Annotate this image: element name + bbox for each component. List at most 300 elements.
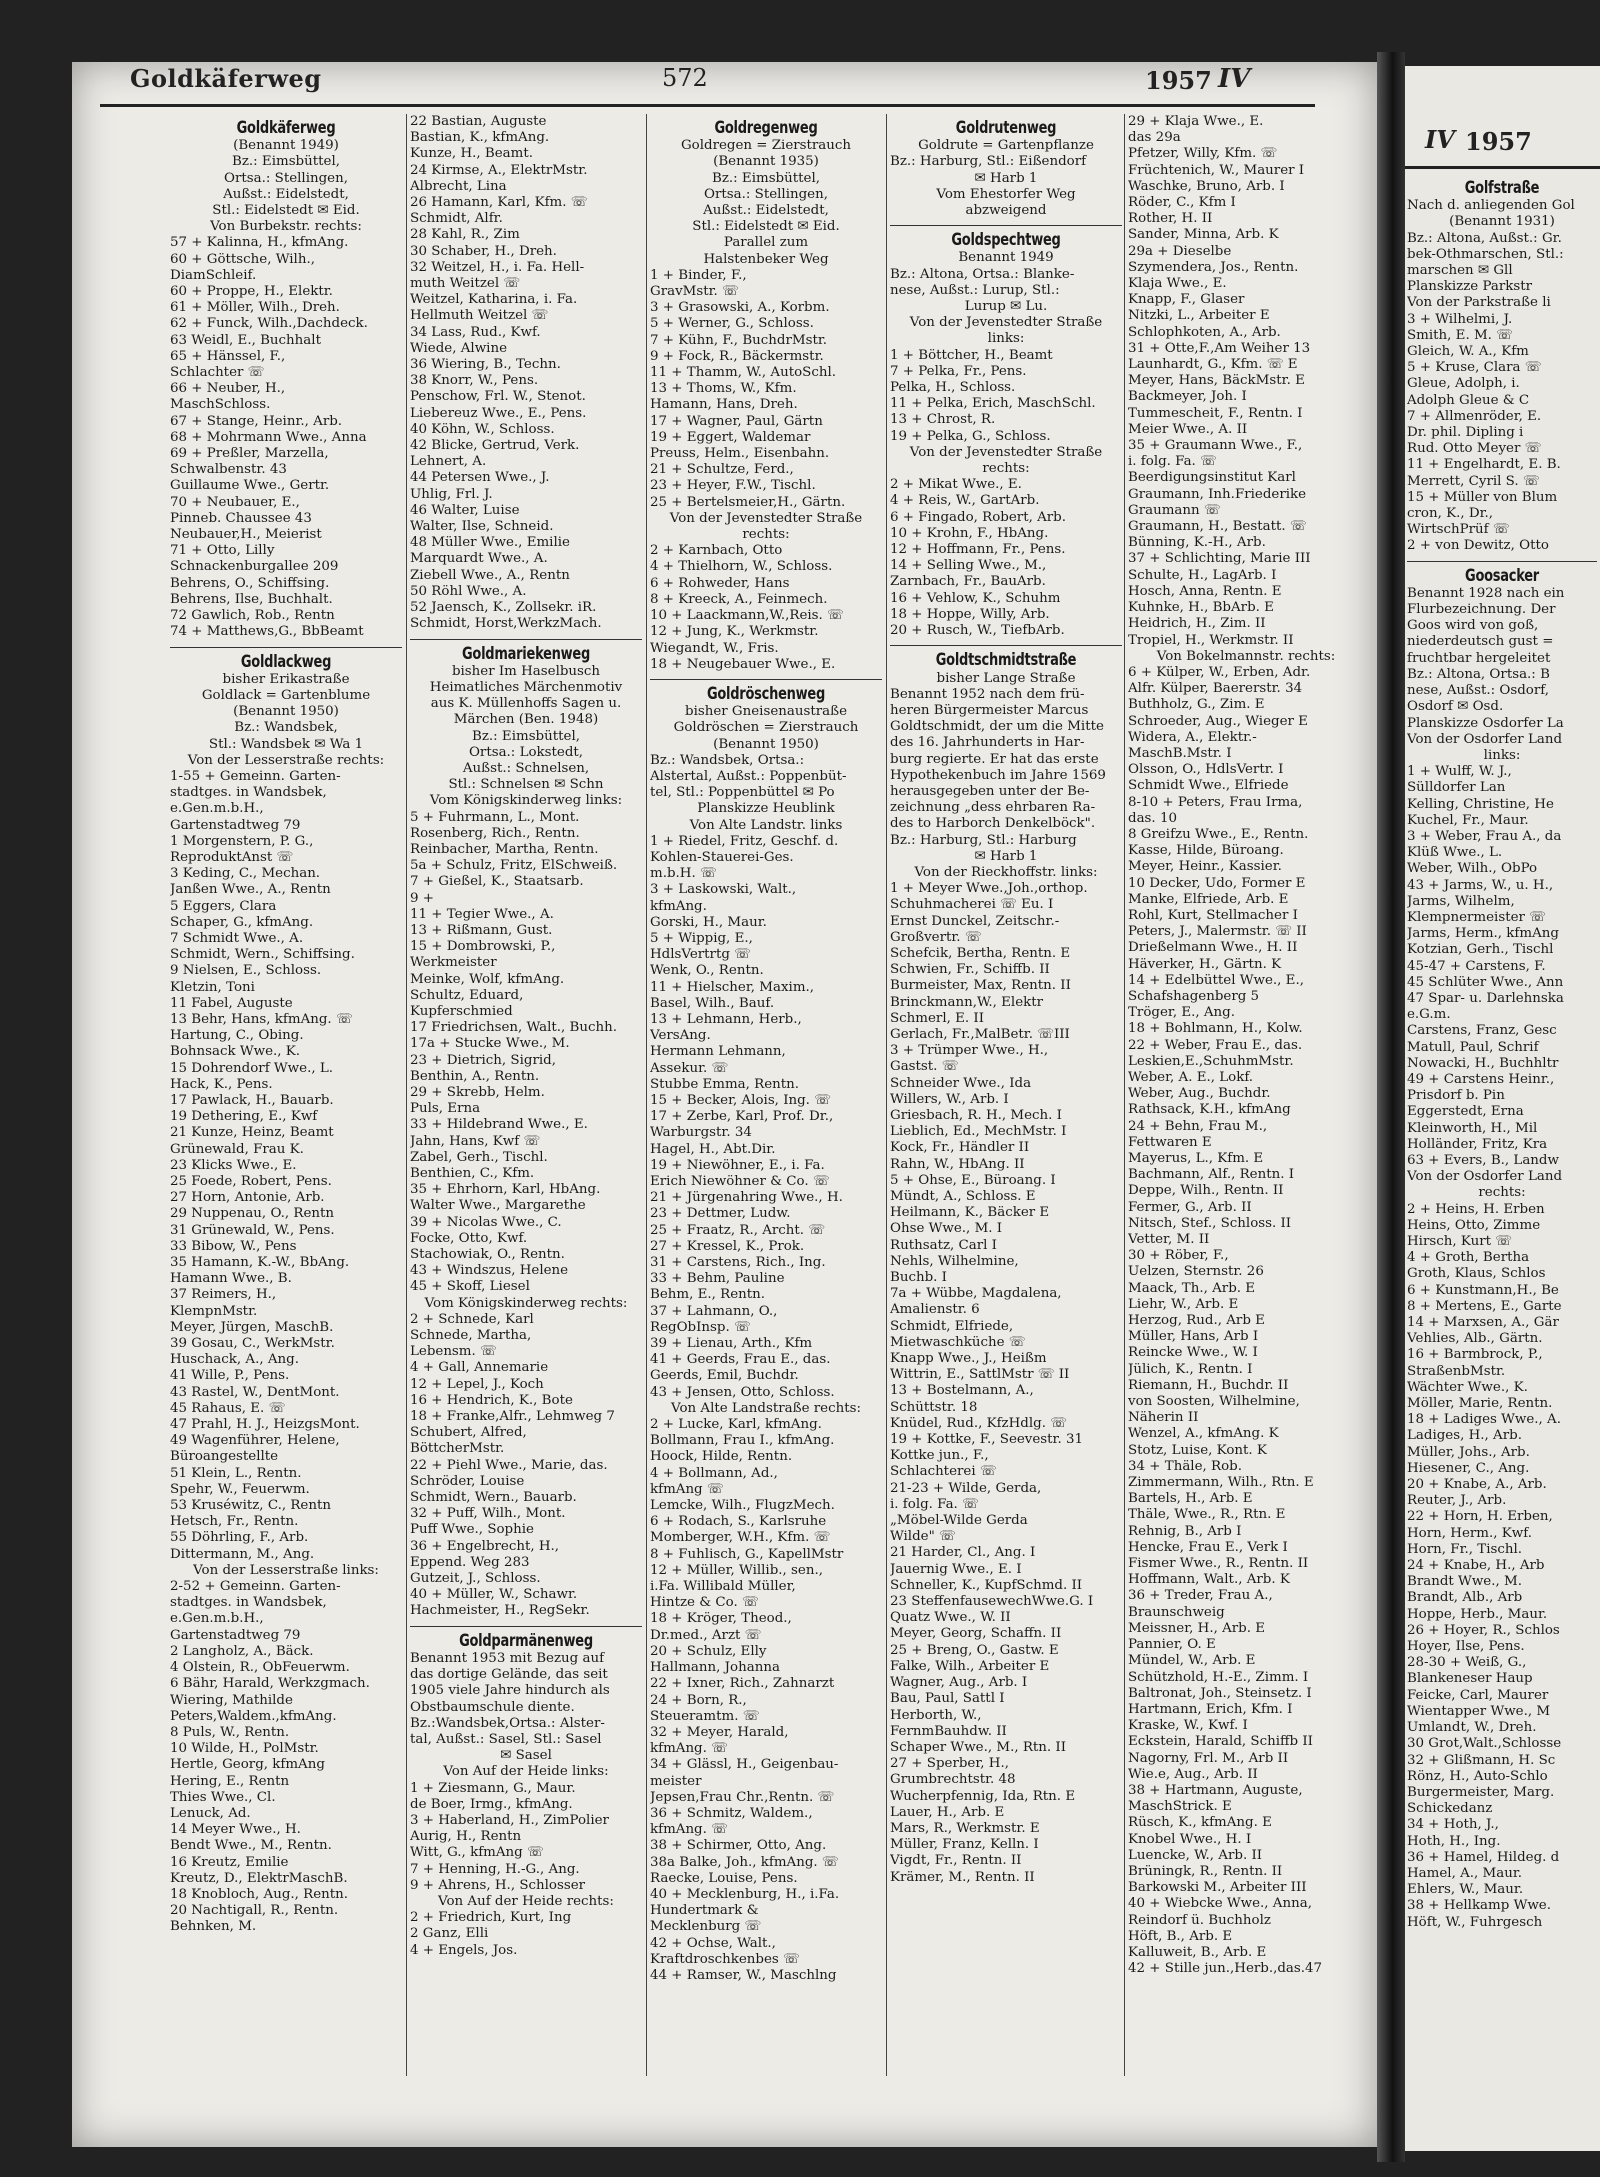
resident-entry: nese, Außst.: Osdorf, [1407,683,1549,699]
resident-entry: 26 + Hoyer, R., Schlos [1407,1622,1560,1638]
resident-entry: 29a + Dieselbe [1128,243,1232,259]
resident-entry: 2 + Karnbach, Otto [650,543,783,559]
resident-entry: Mayerus, L., Kfm. E [1128,1151,1264,1166]
resident-entry: Hack, K., Pens. [170,1076,273,1092]
resident-entry: Hertle, Georg, kfmAng [170,1757,325,1773]
street-info: Außst.: Eidelstedt, [703,203,829,219]
column-divider [886,114,887,2076]
resident-entry: 13 + Lehmann, Herb., [650,1011,802,1027]
resident-entry: Kotzian, Gerh., Tischl [1407,942,1554,958]
resident-entry: 31 Grünewald, W., Pens. [170,1222,335,1238]
resident-entry: Hintze & Co. ☏ [650,1595,759,1611]
resident-entry: 10 Decker, Udo, Former E [1128,875,1306,891]
resident-entry: 11 + Hielscher, Maxim., [650,979,815,995]
resident-entry: MaschSchloss. [170,397,271,413]
resident-entry: 17 Pawlack, H., Bauarb. [170,1092,334,1108]
resident-entry: Merrett, Cyril S. ☏ [1407,473,1540,489]
resident-entry: Nehls, Wilhelmine, [890,1253,1019,1269]
resident-entry: Warburgstr. 34 [650,1125,752,1141]
resident-entry: Sander, Minna, Arb. K [1128,227,1279,243]
resident-entry: 1-55 + Gemeinn. Garten- [170,768,341,784]
resident-entry: Carstens, Franz, Gesc [1407,1023,1557,1039]
resident-entry: 29 Nuppenau, O., Rentn [170,1206,335,1222]
street-info: Ortsa.: Stellingen, [224,170,348,186]
resident-entry: Wiede, Alwine [410,340,507,356]
resident-entry: Hoyer, Ilse, Pens. [1407,1639,1525,1655]
resident-entry: Rohl, Kurt, Stellmacher I [1128,907,1298,923]
resident-entry: Buthholz, G., Zim. E [1128,697,1265,713]
resident-entry: Goldtschmidt, der um die Mitte [890,719,1104,735]
street-info: (Benannt 1935) [713,154,819,170]
resident-entry: Bz.:Wandsbek,Ortsa.: Alster- [410,1715,605,1731]
resident-entry: Hencke, Frau E., Verk I [1128,1539,1288,1555]
resident-entry: Benthin, A., Rentn. [410,1068,540,1084]
resident-entry: Ohse Wwe., M. I [890,1221,1003,1237]
resident-entry: Braunschweig [1128,1604,1225,1620]
resident-entry: herausgegeben unter der Be- [890,783,1090,799]
resident-entry: Kottke jun., F., [890,1448,989,1464]
resident-entry: Buchb. I [890,1270,947,1286]
resident-entry: Bastian, K., kfmAng. [410,130,550,146]
resident-entry: Janßen Wwe., A., Rentn [170,882,331,898]
resident-entry: marschen ✉ Gll [1407,263,1513,279]
resident-entry: Pannier, O. E [1128,1637,1216,1653]
column-divider [1124,114,1125,2076]
resident-entry: das 29a [1128,130,1181,146]
resident-entry: i. folg. Fa. ☏ [890,1496,979,1512]
resident-entry: 5a + Schulz, Fritz, ElSchweiß. [410,858,618,874]
resident-entry: 20 + Schulz, Elly [650,1643,767,1659]
resident-entry: 1 Morgenstern, P. G., [170,833,314,849]
resident-entry: 23 SteffenfausewechWwe.G. I [890,1594,1094,1610]
street-info: Lurup ✉ Lu. [964,299,1048,315]
resident-entry: 23 + Dettmer, Ludw. [650,1206,791,1222]
resident-entry: 38 + Schirmer, Otto, Ang. [650,1838,827,1854]
resident-entry: Bz.: Altona, Ortsa.: B [1407,666,1550,682]
resident-entry: 15 + Müller von Blum [1407,489,1558,505]
resident-entry: Jülich, K., Rentn. I [1128,1361,1253,1377]
resident-entry: Kuchel, Fr., Maur. [1407,812,1529,828]
resident-entry: 29 + Klaja Wwe., E. [1128,114,1264,129]
resident-entry: Behrens, O., Schiffsing. [170,575,330,591]
resident-entry: Fermer, G., Arb. II [1128,1199,1252,1215]
street-info: Bz.: Eimsbüttel, [712,170,820,186]
resident-entry: Büroangestellte [170,1449,279,1465]
resident-entry: 2 + Lucke, Karl, kfmAng. [650,1417,822,1433]
section-rule [890,225,1122,226]
right-page-column [1407,174,1597,2134]
resident-entry: Penschow, Frl. W., Stenot. [410,389,586,405]
street-info: links: [1483,747,1521,763]
resident-entry: 3 + Haberland, H., ZimPolier [410,1812,609,1828]
resident-entry: Burgermeister, Marg. [1407,1784,1555,1800]
resident-entry: Knapp, F., Glaser [1128,292,1245,308]
resident-entry: Waschke, Bruno, Arb. I [1128,178,1285,194]
street-heading: Goldspechtweg [951,230,1061,251]
resident-entry: 4 + Thielhorn, W., Schloss. [650,559,833,575]
resident-entry: 23 + Heyer, F.W., Tischl. [650,478,816,494]
resident-entry: e.Gen.m.b.H., [170,1611,264,1627]
street-info: bisher Erikastraße [222,671,350,687]
resident-entry: Pfetzer, Willy, Kfm. ☏ [1128,146,1278,162]
resident-entry: Wächter Wwe., K. [1407,1379,1528,1395]
resident-entry: 18 + Franke,Alfr., Lehmweg 7 [410,1409,615,1425]
street-heading: Goosacker [1465,565,1539,586]
resident-entry: cron, K., Dr., [1407,506,1494,522]
resident-entry: 40 + Mecklenburg, H., i.Fa. [650,1886,840,1902]
resident-entry: 36 + Hamel, Hildeg. d [1407,1849,1560,1865]
resident-entry: 2 Langholz, A., Bäck. [170,1643,314,1659]
resident-entry: Graumann ☏ [1128,502,1221,518]
resident-entry: Eggerstedt, Erna [1407,1104,1524,1120]
resident-entry: Wittrin, E., SattlMstr ☏ II [890,1367,1070,1383]
resident-entry: 70 + Neubauer, E., [170,494,300,510]
resident-entry: 32 + Meyer, Harald, [650,1724,789,1740]
resident-entry: Kohlen-Stauerei-Ges. [650,849,794,865]
resident-entry: Grumbrechtstr. 48 [890,1772,1016,1788]
resident-entry: 1 + Wulff, W. J., [1407,764,1512,780]
resident-entry: 15 Dohrendorf Wwe., L. [170,1060,333,1076]
resident-entry: Schultz, Eduard, [410,987,524,1003]
resident-entry: 11 + Thamm, W., AutoSchl. [650,365,836,381]
resident-entry: 34 Lass, Rud., Kwf. [410,324,541,340]
resident-entry: 6 + Rohweder, Hans [650,575,790,591]
resident-entry: muth Weitzel ☏ [410,276,521,292]
resident-entry: Werkmeister [410,955,497,971]
resident-entry: Röder, C., Kfm I [1128,195,1236,211]
resident-entry: das dortige Gelände, das seit [410,1667,608,1683]
resident-entry: Schubert, Alfred, [410,1425,527,1441]
resident-entry: „Möbel-Wilde Gerda [890,1513,1028,1529]
resident-entry: 38 Knorr, W., Pens. [410,373,539,389]
resident-entry: Schröder, Louise [410,1473,525,1489]
resident-entry: Feicke, Carl, Maurer [1407,1687,1549,1703]
street-info: Stl.: Eidelstedt ✉ Eid. [692,219,840,235]
right-header-year: 1957 [1465,127,1532,156]
resident-entry: Witt, G., kfmAng ☏ [410,1845,544,1861]
resident-entry: Kraftdroschkenbes ☏ [650,1951,800,1967]
resident-entry: kfmAng. [650,898,707,914]
resident-entry: 17 + Zerbe, Karl, Prof. Dr., [650,1109,834,1125]
resident-entry: Gastst. ☏ [890,1059,959,1075]
resident-entry: Hamel, A., Maur. [1407,1865,1523,1881]
street-info: Von Auf der Heide rechts: [438,1893,614,1909]
resident-entry: Uelzen, Sternstr. 26 [1128,1264,1264,1280]
resident-entry: 71 + Otto, Lilly [170,543,275,559]
resident-entry: 21 + Schultze, Ferd., [650,462,794,478]
resident-entry: 60 + Proppe, H., Elektr. [170,284,333,300]
resident-entry: Schwien, Fr., Schiffb. II [890,962,1050,978]
resident-entry: 6 + Külper, W., Erben, Adr. [1128,664,1311,680]
resident-entry: Hallmann, Johanna [650,1660,780,1676]
resident-entry: Gutzeit, J., Schloss. [410,1571,541,1587]
resident-entry: 7a + Wübbe, Magdalena, [890,1286,1062,1302]
resident-entry: 41 Wille, P., Pens. [170,1368,290,1384]
resident-entry: 5 + Fuhrmann, L., Mont. [410,809,580,825]
resident-entry: Tropiel, H., Werkmstr. II [1128,632,1294,648]
resident-entry: Benannt 1952 nach dem frü- [890,686,1085,702]
resident-entry: Luencke, W., Arb. II [1128,1847,1263,1863]
resident-entry: Adolph Gleue & C [1407,392,1530,408]
resident-entry: 29 + Skrebb, Helm. [410,1084,545,1100]
resident-entry: 65 + Hänssel, F., [170,348,286,364]
resident-entry: 44 + Ramser, W., Maschlng [650,1967,837,1983]
street-info: Ortsa.: Lokstedt, [468,744,584,760]
resident-entry: 42 Blicke, Gertrud, Verk. [410,438,580,454]
resident-entry: Jauernig Wwe., E. I [890,1561,1022,1577]
resident-entry: Dr.med., Arzt ☏ [650,1627,762,1643]
resident-entry: 40 Köhn, W., Schloss. [410,421,555,437]
resident-entry: Leskien,E.,SchuhmMstr. [1128,1053,1294,1069]
resident-entry: Nitsch, Stef., Schloss. II [1128,1215,1292,1231]
resident-entry: Baltronat, Joh., Steinsetz. I [1128,1685,1312,1701]
resident-entry: 4 + Bollmann, Ad., [650,1465,778,1481]
resident-entry: Klempnermeister ☏ [1407,909,1546,925]
street-info: ✉ Harb 1 [974,170,1038,186]
resident-entry: Heidrich, H., Zim. II [1128,616,1266,632]
resident-entry: 22 + Horn, H. Erben, [1407,1509,1553,1525]
resident-entry: Wie.e, Aug., Arb. II [1128,1766,1258,1782]
resident-entry: 28 Kahl, R., Zim [410,227,520,243]
resident-entry: Hartmann, Erich, Kfm. I [1128,1701,1293,1717]
resident-entry: 20 Nachtigall, R., Rentn. [170,1903,339,1919]
resident-entry: 12 + Hoffmann, Fr., Pens. [890,542,1066,558]
resident-entry: 30 + Röber, F., [1128,1248,1229,1264]
resident-entry: kfmAng ☏ [650,1481,724,1497]
resident-entry: Lenuck, Ad. [170,1805,251,1821]
resident-entry: Puff Wwe., Sophie [410,1522,534,1538]
resident-entry: 24 Kirmse, A., ElektrMstr. [410,162,588,178]
street-info: Stl.: Wandsbek ✉ Wa 1 [208,736,364,752]
resident-entry: 8 + Fuhlisch, G., KapellMstr [650,1546,844,1562]
street-info: Außst.: Schnelsen, [462,760,590,776]
resident-entry: 9 + [410,890,434,906]
resident-entry: 63 + Evers, B., Landw [1407,1152,1559,1168]
directory-column-4 [890,114,1122,2074]
resident-entry: 14 + Selling Wwe., M., [890,558,1047,574]
street-info: rechts: [982,461,1030,477]
resident-entry: 16 + Vehlow, K., Schuhm [890,590,1061,606]
resident-entry: 30 Schaber, H., Dreh. [410,243,557,259]
resident-entry: 32 Weitzel, H., i. Fa. Hell- [410,259,585,275]
resident-entry: Spehr, W., Feuerwm. [170,1481,310,1497]
resident-entry: Knobel Wwe., H. I [1128,1831,1252,1847]
resident-entry: 13 + Bostelmann, A., [890,1383,1034,1399]
resident-entry: Weber, Wilh., ObPo [1407,861,1538,877]
resident-entry: Pinneb. Chaussee 43 [170,510,312,526]
resident-entry: 32 + Glißmann, H. Sc [1407,1752,1556,1768]
resident-entry: 10 Wilde, H., PolMstr. [170,1741,319,1757]
resident-entry: Vehlies, Alb., Gärtn. [1407,1331,1543,1347]
resident-entry: Bohnsack Wwe., K. [170,1044,301,1060]
resident-entry: 5 + Wippig, E., [650,930,753,946]
resident-entry: HdlsVertrtg ☏ [650,947,751,963]
resident-entry: Peters,Waldem.,kfmAng. [170,1708,337,1724]
section-rule [650,679,882,680]
street-info: rechts: [1478,1185,1526,1201]
section-rule [410,639,642,640]
resident-entry: 9 Nielsen, E., Schloss. [170,963,322,979]
resident-entry: 5 Eggers, Clara [170,898,277,914]
resident-entry: Kleinworth, H., Mil [1407,1120,1538,1136]
resident-entry: 22 Bastian, Auguste [410,114,547,129]
resident-entry: Ziebell Wwe., A., Rentn [410,567,570,583]
resident-entry: Mündel, W., Arb. E [1128,1653,1256,1669]
column-divider [406,114,407,2076]
resident-entry: 18 Knobloch, Aug., Rentn. [170,1886,349,1902]
resident-entry: 36 Wiering, B., Techn. [410,357,561,373]
street-info: Stl.: Eidelstedt ✉ Eid. [212,203,360,219]
resident-entry: Schneider Wwe., Ida [890,1075,1032,1091]
resident-entry: Hiesener, C., Ang. [1407,1460,1530,1476]
resident-entry: 42 + Ochse, Walt., [650,1935,776,1951]
resident-entry: Meyer, Hans, BäckMstr. E [1128,373,1305,389]
resident-entry: 7 + Allmenröder, E. [1407,408,1542,424]
resident-entry: Grünewald, Frau K. [170,1141,304,1157]
resident-entry: 2 + Mikat Wwe., E. [890,477,1022,493]
resident-entry: 34 + Thäle, Rob. [1128,1458,1243,1474]
resident-entry: Meyer, Heinr., Kassier. [1128,859,1282,875]
resident-entry: Albrecht, Lina [410,178,507,194]
resident-entry: Bz.: Harburg, Stl.: Eißendorf [890,154,1087,170]
resident-entry: 2-52 + Gemeinn. Garten- [170,1579,341,1595]
resident-entry: Höft, B., Arb. E [1128,1928,1233,1944]
resident-entry: Wagner, Aug., Arb. I [890,1675,1028,1691]
resident-entry: burg regierte. Er hat das erste [890,751,1099,767]
resident-entry: 9 + Ahrens, H., Schlosser [410,1877,586,1893]
resident-entry: Wenzel, A., kfmAng. K [1128,1426,1279,1442]
resident-entry: Herborth, W., [890,1707,982,1723]
resident-entry: 12 + Lepel, J., Koch [410,1376,544,1392]
resident-entry: 39 Gosau, C., WerkMstr. [170,1336,335,1352]
resident-entry: 6 + Fingado, Robert, Arb. [890,509,1066,525]
resident-entry: Jepsen,Frau Chr.,Rentn. ☏ [650,1789,835,1805]
resident-entry: 40 + Müller, W., Schawr. [410,1587,578,1603]
resident-entry: Knapp Wwe., J., Heißm [890,1351,1047,1367]
resident-entry: Willers, W., Arb. I [890,1091,1009,1107]
resident-entry: Wilde" ☏ [890,1529,956,1545]
resident-entry: Geerds, Emil, Buchdr. [650,1368,799,1384]
resident-entry: Meinke, Wolf, kfmAng. [410,971,565,987]
resident-entry: 4 + Engels, Jos. [410,1942,518,1958]
resident-entry: 21 Kunze, Heinz, Beamt [170,1125,334,1141]
resident-entry: 7 + Henning, H.-G., Ang. [410,1861,580,1877]
street-info: ✉ Sasel [500,1748,552,1764]
resident-entry: Rönz, H., Auto-Schlo [1407,1768,1548,1784]
column-divider [646,114,647,2076]
resident-entry: Liehr, W., Arb. E [1128,1296,1239,1312]
resident-entry: 6 + Rodach, S., Karlsruhe [650,1514,827,1530]
street-info: Goldlack = Gartenblume [201,687,371,703]
resident-entry: Schwalbenstr. 43 [170,462,287,478]
resident-entry: 19 + Pelka, G., Schloss. [890,428,1051,444]
resident-entry: Reinbacher, Martha, Rentn. [410,841,599,857]
resident-entry: 13 + Thoms, W., Kfm. [650,381,797,397]
resident-entry: Kock, Fr., Händler II [890,1140,1030,1156]
resident-entry: Ruthsatz, Carl I [890,1237,997,1253]
street-info: Benannt 1949 [958,250,1054,266]
resident-entry: KlempnMstr. [170,1303,258,1319]
directory-column-5 [1128,114,1364,2074]
resident-entry: 4 + Reis, W., GartArb. [890,493,1040,509]
resident-entry: 32 + Puff, Wilh., Mont. [410,1506,566,1522]
resident-entry: Steueramtm. ☏ [650,1708,760,1724]
resident-entry: 3 + Trümper Wwe., H., [890,1043,1049,1059]
resident-entry: 3 + Weber, Frau A., da [1407,828,1562,844]
street-info: bisher Im Haselbusch [451,663,601,679]
resident-entry: 14 Meyer Wwe., H. [170,1822,301,1838]
resident-entry: Bz.: Altona, Ortsa.: Blanke- [890,266,1075,282]
resident-entry: nese, Außst.: Lurup, Stl.: [890,282,1060,298]
resident-entry: 18 + Kröger, Theod., [650,1611,792,1627]
resident-entry: 14 + Edelbüttel Wwe., E., [1128,972,1304,988]
resident-entry: Wucherpfennig, Ida, Rtn. E [890,1788,1076,1804]
resident-entry: 27 + Kressel, K., Prok. [650,1238,805,1254]
resident-entry: i.Fa. Willibald Müller, [650,1579,796,1595]
resident-entry: 19 + Niewöhner, E., i. Fa. [650,1157,825,1173]
resident-entry: 52 Jaensch, K., Zollsekr. iR. [410,600,597,616]
resident-entry: stadtges. in Wandsbek, [170,1595,327,1611]
resident-entry: Zimmermann, Wilh., Rtn. E [1128,1475,1314,1491]
resident-entry: Tröger, E., Ang. [1128,1005,1235,1021]
resident-entry: Schnede, Martha, [410,1328,532,1344]
resident-entry: 34 + Hoth, J., [1407,1817,1499,1833]
resident-entry: 19 + Kottke, F., Seevestr. 31 [890,1432,1084,1448]
street-info: Vom Ehestorfer Weg [936,186,1076,202]
resident-entry: 20 + Knabe, A., Arb. [1407,1477,1547,1493]
resident-entry: Erich Niewöhner & Co. ☏ [650,1174,830,1189]
resident-entry: Amalienstr. 6 [890,1302,980,1318]
street-info: Von Alte Landstr. links [689,817,843,833]
header-volume: IV [1218,64,1251,94]
street-heading: Goldregenweg [714,118,818,138]
resident-entry: 20 + Rusch, W., TiefbArb. [890,623,1065,639]
resident-entry: Gleich, W. A., Kfm [1407,344,1529,360]
resident-entry: 9 + Fock, R., Bäckermstr. [650,348,824,364]
resident-entry: 67 + Stange, Heinr., Arb. [170,413,343,429]
street-info: (Benannt 1950) [713,736,819,752]
resident-entry: Reindorf ü. Buchholz [1128,1912,1271,1928]
resident-entry: 69 + Preßler, Marzella, [170,446,329,462]
resident-entry: tal, Außst.: Sasel, Stl.: Sasel [410,1731,602,1747]
resident-entry: Griesbach, R. H., Mech. I [890,1107,1062,1123]
street-info: Goldregen = Zierstrauch [680,138,852,154]
resident-entry: 1 + Ziesmann, G., Maur. [410,1780,576,1796]
resident-entry: Fettwaren E [1128,1134,1212,1150]
resident-entry: 25 + Bertelsmeier,H., Gärtn. [650,494,846,510]
resident-entry: de Boer, Irmg., kfmAng. [410,1796,573,1812]
resident-entry: 21 Harder, Cl., Ang. I [890,1545,1036,1561]
resident-entry: Schmerl, E. II [890,1010,984,1026]
resident-entry: Gerlach, Fr.,MalBetr. ☏III [890,1026,1070,1042]
resident-entry: das. 10 [1128,810,1177,826]
resident-entry: 10 + Laackmann,W.,Reis. ☏ [650,608,844,624]
resident-entry: Hoppe, Herb., Maur. [1407,1606,1548,1622]
resident-entry: 37 Reimers, H., [170,1287,277,1303]
resident-entry: 50 Röhl Wwe., A. [410,583,527,599]
resident-entry: Fismer Wwe., R., Rentn. II [1128,1556,1309,1572]
resident-entry: Behnken, M. [170,1919,257,1935]
resident-entry: Ernst Dunckel, Zeitschr.- [890,913,1060,929]
resident-entry: Burmeister, Max, Rentn. II [890,978,1071,994]
resident-entry: Osdorf ✉ Osd. [1407,699,1504,715]
resident-entry: 41 + Geerds, Frau E., das. [650,1352,831,1368]
resident-entry: Smith, E. M. ☏ [1407,327,1513,343]
resident-entry: Früchtenich, W., Maurer I [1128,162,1305,178]
resident-entry: 7 + Kühn, F., BuchdrMstr. [650,332,828,348]
resident-entry: 11 Fabel, Auguste [170,995,293,1011]
resident-entry: Kletzin, Toni [170,979,255,995]
